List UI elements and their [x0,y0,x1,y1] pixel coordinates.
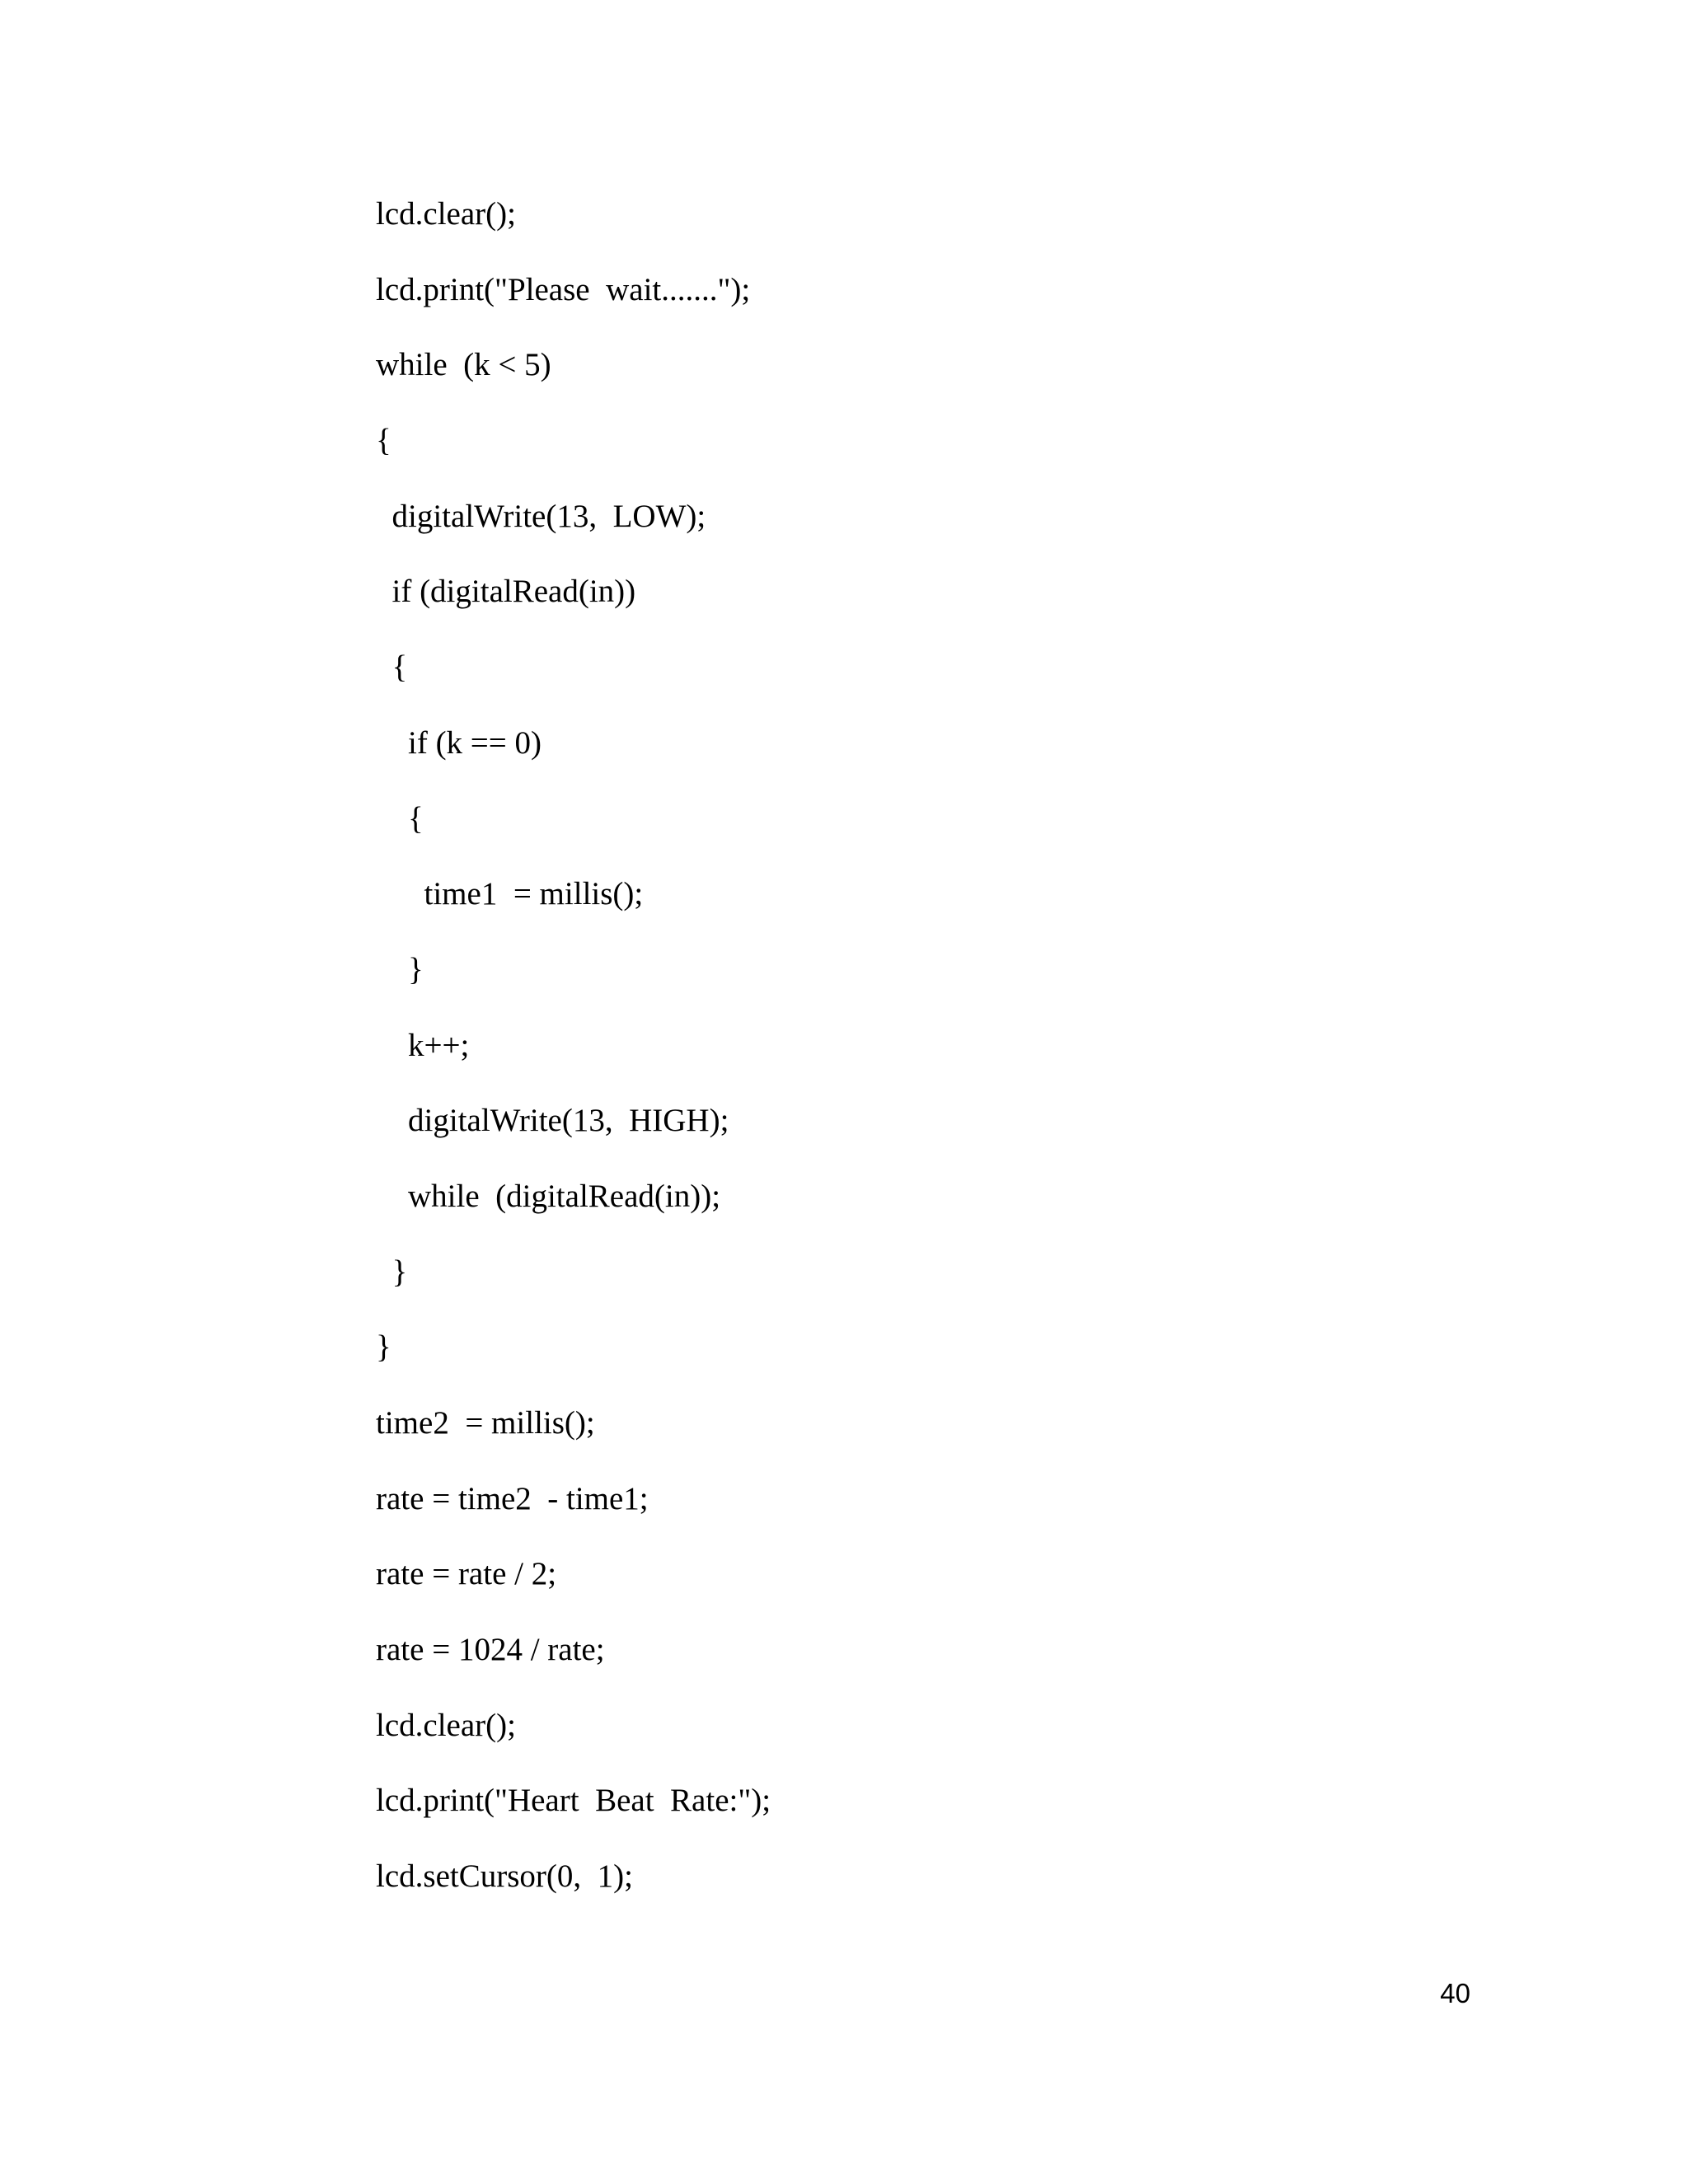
code-line: digitalWrite(13, HIGH); [376,1103,729,1139]
code-line: digitalWrite(13, LOW); [376,498,706,534]
code-line: while (digitalRead(in)); [376,1178,721,1214]
code-line: { [376,423,392,459]
code-line: } [376,1329,392,1366]
code-line: time1 = millis(); [376,876,644,912]
code-line: lcd.setCursor(0, 1); [376,1858,633,1895]
code-line: rate = time2 - time1; [376,1480,649,1516]
code-listing [376,190,1530,1928]
code-line: rate = rate / 2; [376,1556,557,1592]
page-number: 40 [1440,1978,1470,2008]
code-line: k++; [376,1027,470,1063]
code-line: rate = 1024 / rate; [376,1632,605,1668]
code-line: } [376,951,424,987]
code-line: while (k < 5) [376,347,551,383]
code-line: lcd.clear(); [376,1707,516,1743]
code-line: { [376,800,424,837]
code-line: { [376,649,408,686]
code-line: if (digitalRead(in)) [376,574,636,610]
code-line: lcd.print("Heart Beat Rate:"); [376,1783,771,1819]
code-line: lcd.print("Please wait......."); [376,271,751,307]
code-line: time2 = millis(); [376,1405,595,1441]
code-line: lcd.clear(); [376,196,516,232]
code-line: } [376,1254,408,1290]
code-line: if (k == 0) [376,724,542,761]
